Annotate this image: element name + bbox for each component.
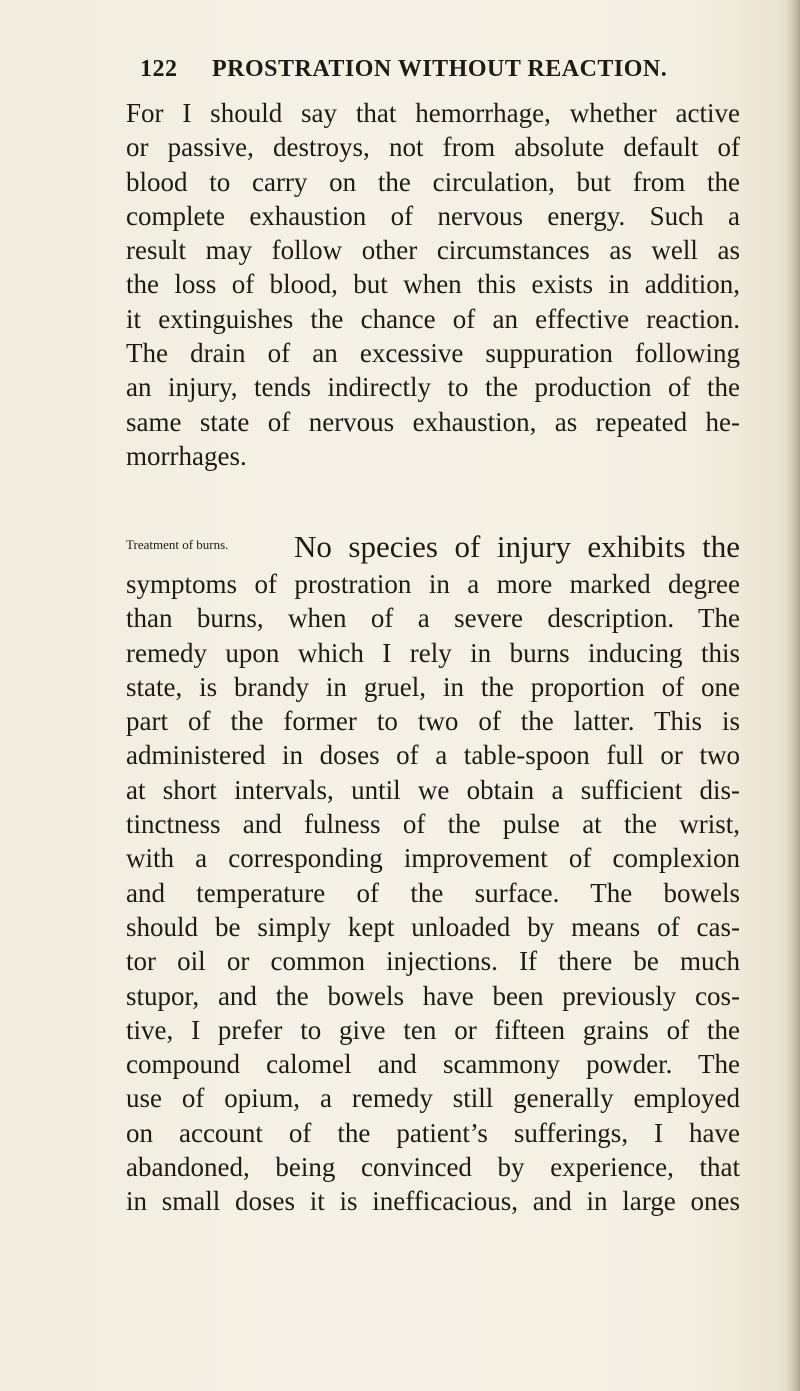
text-line: same state of nervous exhaustion, as repeated he- bbox=[126, 406, 740, 437]
text-line: and temperature of the surface. The bowels bbox=[126, 877, 740, 908]
text-line: than burns, when of a severe description. The bbox=[126, 603, 740, 634]
text-line: symptoms of prostration in a more marked degree bbox=[126, 569, 740, 599]
text-line: complete exhaustion of nervous energy. Such a bbox=[126, 200, 740, 231]
text-line: tinctness and fulness of the pulse at the wrist, bbox=[126, 809, 740, 840]
text-line: or passive, destroys, not from absolute default of bbox=[126, 132, 740, 163]
paragraph-1 bbox=[126, 96, 740, 473]
text-line: state, is brandy in gruel, in the proportion of one bbox=[126, 671, 740, 702]
text-line: the loss of blood, but when this exists in addition, bbox=[126, 269, 740, 300]
text-line: abandoned, being convinced by experience, that bbox=[126, 1152, 740, 1183]
text-line: morrhages. bbox=[126, 440, 247, 471]
text-line: part of the former to two of the latter. This is bbox=[126, 706, 740, 737]
paragraph-2 bbox=[126, 527, 740, 1219]
running-title: PROSTRATION WITHOUT REACTION. bbox=[212, 56, 668, 82]
text-line: result may follow other circumstances as well as bbox=[126, 235, 740, 266]
text-line: an injury, tends indirectly to the production of the bbox=[126, 372, 740, 403]
text-line: tive, I prefer to give ten or fifteen grains of the bbox=[126, 1014, 740, 1045]
text-line: For I should say that hemorrhage, whether active bbox=[126, 98, 740, 128]
text-line: at short intervals, until we obtain a sufficient dis- bbox=[126, 774, 740, 805]
text-line: should be simply kept unloaded by means of cas- bbox=[126, 911, 740, 942]
page-edge-shadow bbox=[786, 0, 800, 1391]
text-line: administered in doses of a table-spoon full or two bbox=[126, 740, 740, 771]
page-number: 122 bbox=[140, 56, 178, 82]
text-line: remedy upon which I rely in burns inducing this bbox=[126, 637, 740, 668]
side-note: Treatment of burns. bbox=[126, 537, 229, 552]
text-line: compound calomel and scammony powder. The bbox=[126, 1049, 740, 1080]
text-line: on account of the patient’s sufferings, I have bbox=[126, 1117, 740, 1148]
text-line: use of opium, a remedy still generally employed bbox=[126, 1083, 740, 1114]
text-line: No species of injury exhibits the bbox=[294, 529, 740, 564]
text-line: stupor, and the bowels have been previously cos- bbox=[126, 980, 740, 1011]
text-line: in small doses it is inefficacious, and in large ones bbox=[126, 1186, 740, 1217]
text-line: with a corresponding improvement of complexion bbox=[126, 843, 740, 874]
text-line: The drain of an excessive suppuration following bbox=[126, 338, 740, 369]
text-line: it extinguishes the chance of an effective reaction. bbox=[126, 303, 740, 334]
text-line: tor oil or common injections. If there be much bbox=[126, 946, 740, 977]
text-line: blood to carry on the circulation, but from the bbox=[126, 166, 740, 197]
running-header bbox=[140, 56, 668, 90]
